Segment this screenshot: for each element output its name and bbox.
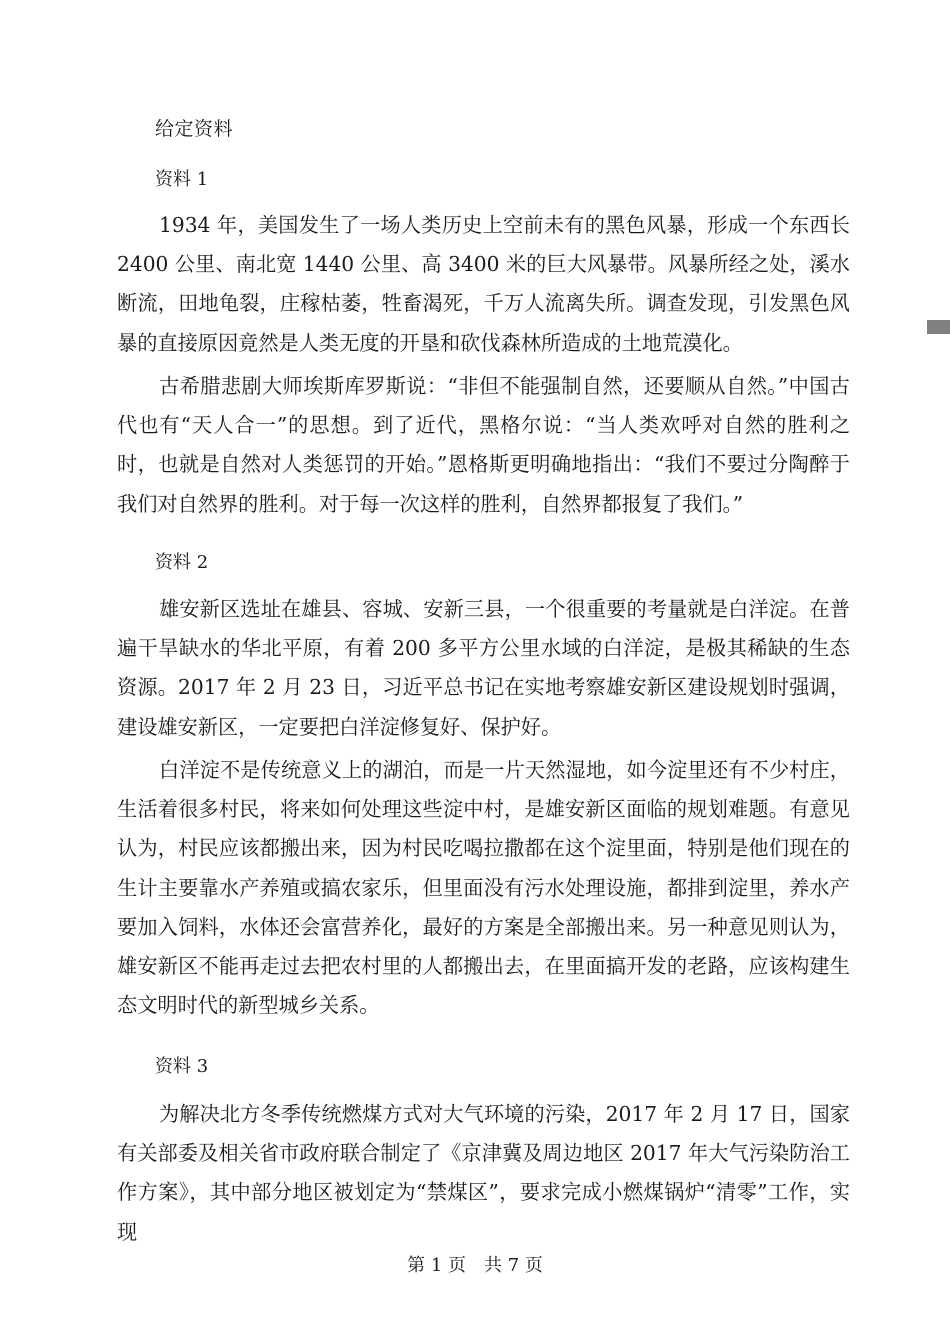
section-3-paragraph-1: 为解决北方冬季传统燃煤方式对大气环境的污染，2017 年 2 月 17 日，国家有关部委及相关省市政府联合制定了《京津冀及周边地区 2017 年大气污染防治工作方案》，其中部分地区被划定为“禁煤区”，要求完成小燃煤锅炉“清零”工作，实现 [117,1102,850,1244]
section-1-paragraph-2: 古希腊悲剧大师埃斯库罗斯说：“非但不能强制自然，还要顺从自然。”中国古代也有“天人合一”的思想。到了近代，黑格尔说：“当人类欢呼对自然的胜利之时，也就是自然对人类惩罚的开始。”恩格斯更明确地指出：“我们不要过分陶醉于我们对自然界的胜利。对于每一次这样的胜利，自然界都报复了我们。” [117,374,850,516]
page-edge-tab [927,320,950,334]
page-footer [0,1254,950,1278]
section-title-2: 资料 2 [155,552,209,573]
section-title-1: 资料 1 [155,169,209,190]
section-2-paragraph-1: 雄安新区选址在雄县、容城、安新三县，一个很重要的考量就是白洋淀。在普遍干旱缺水的华北平原，有着 200 多平方公里水域的白洋淀，是极其稀缺的生态资源。2017 年 2 月 23 日，习近平总书记在实地考察雄安新区建设规划时强调，建设雄安新区，一定要把白洋淀修复好、保护好。 [117,597,850,739]
page-number-total: 共 7 页 [484,1255,543,1276]
section-1-paragraph-1: 1934 年，美国发生了一场人类历史上空前未有的黑色风暴，形成一个东西长 2400 公里、南北宽 1440 公里、高 3400 米的巨大风暴带。风暴所经之处，溪水断流，田地龟裂，庄稼枯萎，牲畜渴死，千万人流离失所。调查发现，引发黑色风暴的直接原因竟然是人类无度的开垦和砍伐森林所造成的土地荒漠化。 [117,213,850,355]
document-heading: 给定资料 [155,118,234,140]
page-number-current: 第 1 页 [407,1255,466,1276]
section-title-3: 资料 3 [155,1056,209,1077]
section-2-paragraph-2: 白洋淀不是传统意义上的湖泊，而是一片天然湿地，如今淀里还有不少村庄，生活着很多村民，将来如何处理这些淀中村，是雄安新区面临的规划难题。有意见认为，村民应该都搬出来，因为村民吃喝拉撒都在这个淀里面，特别是他们现在的生计主要靠水产养殖或搞农家乐，但里面没有污水处理设施，都排到淀里，养水产要加入饲料，水体还会富营养化，最好的方案是全部搬出来。另一种意见则认为，雄安新区不能再走过去把农村里的人都搬出去，在里面搞开发的老路，应该构建生态文明时代的新型城乡关系。 [117,758,850,1018]
